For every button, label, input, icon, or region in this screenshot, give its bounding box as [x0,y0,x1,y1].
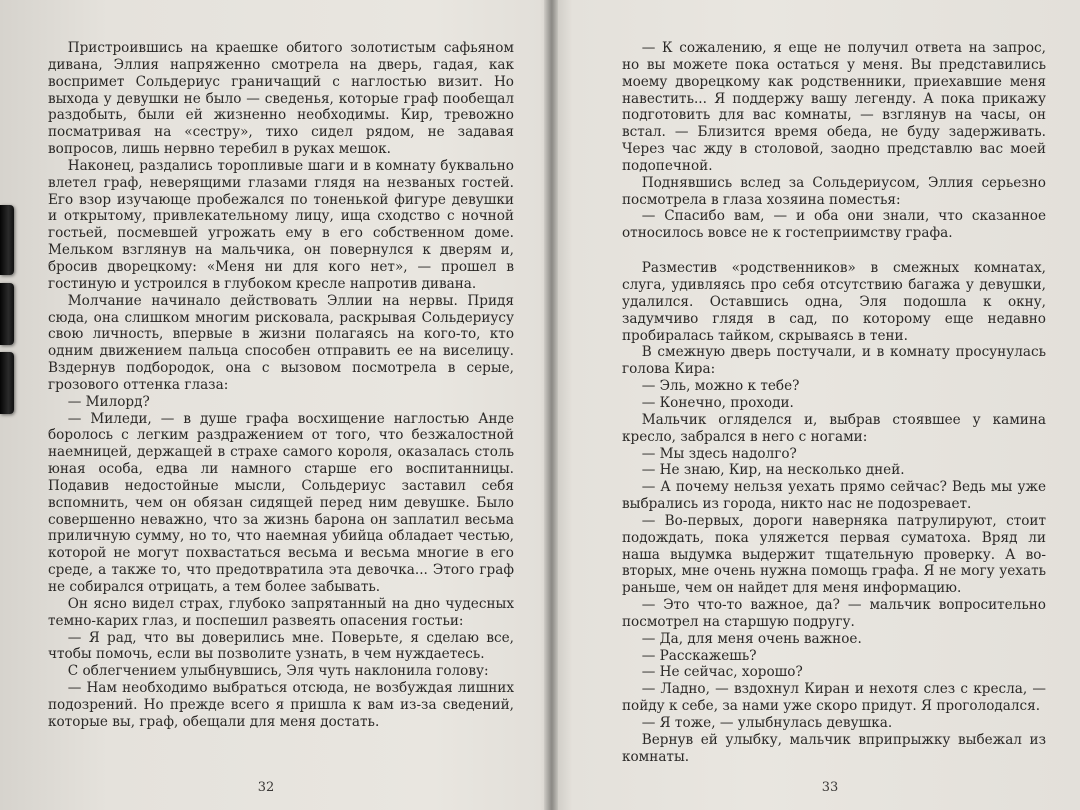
paragraph: Разместив «родственников» в смежных комнатах, слуга, удивляясь про себя отсутствию багажа у девушки, удалился. Оставшись одна, Эля подошла к окну, задумчиво глядя в сад, по которому еще недавно пробиралась тайком, скрываясь в тени. [622,260,1046,344]
paragraph: Наконец, раздались торопливые шаги и в комнату буквально влетел граф, неверящими глазами глядя на незваных гостей. Его взор изучающе пробежался по тоненькой фигуре девушки и открытому, привлекательному лицу, ища сходство с ночной гостьей, посмевшей угрожать ему в его собственном доме. Мельком взглянув на мальчика, он повернулся к дверям и, бросив дворецкому: «Меня ни для кого нет», — прошел в гостиную и устроился в глубоком кресле напротив дивана. [48,157,514,292]
paragraph: — Нам необходимо выбраться отсюда, не возбуждая лишних подозрений. Но прежде всего я пришла к вам из-за сведений, которые вы, граф, обещали для меня достать. [48,680,514,730]
paragraph: Он ясно видел страх, глубоко запрятанный на дно чудесных темно-карих глаз, и поспешил развеять опасения гостьи: [48,595,514,629]
paragraph: С облегчением улыбнувшись, Эля чуть наклонила голову: [67,663,489,680]
paragraph: Мальчик огляделся и, выбрав стоявшее у камина кресло, забрался в него с ногами: [622,411,1046,445]
paragraph: — А почему нельзя уехать прямо сейчас? Ведь мы уже выбрались из города, никто нас не подозревает. [622,479,1046,513]
paragraph: — Не знаю, Кир, на несколько дней. [641,462,905,479]
paragraph: — Спасибо вам, — и оба они знали, что сказанное относилось вовсе не к гостеприимству графа. [622,208,1046,242]
paragraph: — Не сейчас, хорошо? [641,664,803,681]
paragraph: — Да, для меня очень важное. [641,630,862,647]
paragraph: Поднявшись вслед за Сольдериусом, Эллия серьезно посмотрела в глаза хозяина поместья: [622,174,1046,208]
page-number: 33 [821,780,839,795]
paragraph: — Конечно, проходи. [641,394,794,411]
paragraph: — Расскажешь? [641,647,757,664]
paragraph: — Ладно, — вздохнул Киран и нехотя слез с кресла, — пойду к себе, за нами уже скоро придут. Я проголодался. [622,681,1046,715]
paragraph: — Это что-то важное, да? — мальчик вопросительно посмотрел на старшую подругу. [622,597,1046,630]
paragraph: Молчание начинало действовать Эллии на нервы. Придя сюда, она слишком многим рисковала, раскрывая Сольдериусу свою личность, впервые в жизни полагаясь на кого-то, кто одним движением пальца способен отправить ее на виселицу. Вздернув подбородок, она с вызовом посмотрела в серые, грозового оттенка глаза: [48,292,514,393]
paragraph: В смежную дверь постучали, и в комнату просунулась голова Кира: [622,344,1046,378]
paragraph: Вернув ей улыбку, мальчик вприпрыжку выбежал из комнаты. [622,731,1046,765]
right-page-text [622,40,1046,766]
paragraph: — Я рад, что вы доверились мне. Поверьте, я сделаю все, чтобы помочь, если вы позволите узнать, в чем нуждаетесь. [48,629,514,663]
paragraph: — К сожалению, я еще не получил ответа на запрос, но вы можете пока остаться у меня. Вы представились моему дворецкому как родственники, приехавшие меня навестить... Я поддержу вашу легенду. А пока прикажу подготовить для вас комнаты, — взглянув на часы, он встал. — Близится время обеда, не буду задерживать. Через час жду в столовой, заодно представлю вас моей подопечной. [622,40,1046,174]
paragraph: — Миледи, — в душе графа восхищение наглостью Анде боролось с легким раздражением от того, что безжалостной наемницей, держащей в страхе самого короля, оказалась столь юная особа, едва ли намного старше его воспитанницы. Подавив недостойные мысли, Сольдериус заставил себя вспомнить, чем он обязан сидящей перед ним девушке. Было совершенно неважно, что за жизнь барона он заплатил весьма приличную сумму, но то, что наемная убийца обладает честью, которой не могут похвастаться весьма и весьма многие в его среде, а также то, что предотвратила эта девочка... Этого граф не собирался отрицать, а тем более забывать. [48,410,514,595]
paragraph: — Во-первых, дороги наверняка патрулируют, стоит подождать, пока уляжется первая суматоха. Вряд ли наша выдумка выдержит тщательную проверку. А во-вторых, мне очень нужна помощь графа. Я не могу уехать раньше, чем он найдет для меня информацию. [622,512,1046,597]
paragraph: Пристроившись на краешке обитого золотистым сафьяном дивана, Эллия напряженно смотрела на дверь, гадая, как воспримет Сольдериус граничащий с наглостью визит. Но выхода у девушки не было — сведенья, которые граф пообещал раздобыть, были ей жизненно необходимы. Кир, тревожно посматривая на «сестру», тихо сидел рядом, не задавая вопросов, лишь нервно теребил в руках мешок. [48,40,514,158]
paragraph: — Эль, можно к тебе? [641,378,800,395]
paragraph: — Милорд? [67,393,150,410]
left-page-text [48,40,514,731]
paragraph: — Я тоже, — улыбнулась девушка. [641,715,893,731]
right-page [556,0,1080,810]
page-number: 32 [257,780,275,795]
paragraph: — Мы здесь надолго? [641,445,797,462]
